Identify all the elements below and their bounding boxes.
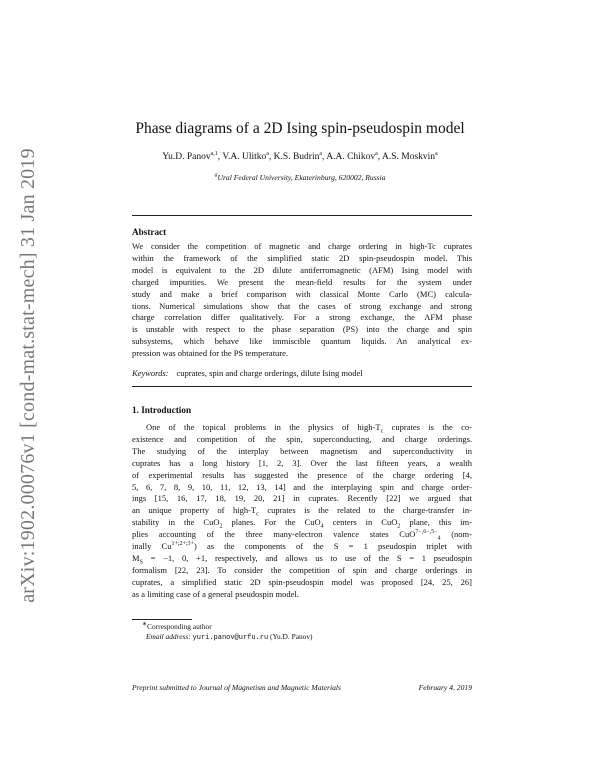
intro-line: cuprates, a simplified static 2D spin-pseudospin model was proposed [24, 25, 26] — [132, 576, 472, 587]
intro-line: formalism [22, 23]. To consider the competition of spin and charge orderings in — [132, 564, 472, 575]
abstract-top-rule — [132, 215, 472, 216]
abstract-line: study and make a brief comparison with classical Monte Carlo (MC) calcula- — [132, 288, 472, 299]
intro-line: stability in the CuO$_2$ planes. For the CuO$_4$ centers in CuO$_2$ plane, this im- — [132, 517, 472, 530]
author-affil-mark: a — [266, 150, 269, 157]
footnote-corresponding: ∗Corresponding author — [142, 621, 212, 631]
preprint-note: Preprint submitted to Journal of Magnetism and Magnetic Materials — [132, 683, 341, 692]
intro-line: The studying of the interplay between magnetism and superconductivity in — [132, 445, 472, 456]
intro-body — [132, 422, 472, 601]
author: Yu.D. Panov — [162, 152, 211, 162]
author: K.S. Budrin — [273, 152, 320, 162]
footnote — [132, 622, 472, 643]
keywords-label: Keywords: — [132, 368, 169, 378]
abstract-line: charge correlation differ qualitatively. For a strong exchange, the AFM phase — [132, 312, 472, 323]
intro-line: $M_S = -1$, 0, +1, respectively, and allows us to use of the S = 1 pseudospin — [132, 552, 472, 566]
intro-line: as a limiting case of a general pseudospin model. — [132, 588, 299, 599]
author-affil-mark: a — [319, 150, 323, 157]
abstract-line: within the framework of the simplified static 2D spin-pseudospin model. This — [132, 252, 472, 263]
arxiv-id: arXiv:1902.00076v1 [cond-mat.stat-mech] 31 Jan 2019 — [16, 147, 39, 603]
intro-line: existence and competition of the spin, superconducting, and charge orderings. — [132, 433, 472, 444]
abstract-body — [132, 241, 472, 360]
affiliation — [90, 173, 510, 182]
intro-line: cuprates has a long history [1, 2, 3]. Over the last fifteen years, a wealth — [132, 457, 472, 468]
intro-line: inally $Cu^{1+;2+;3+}$) as the components of the S = 1 pseudospin triplet with — [132, 541, 472, 552]
keywords-text: cuprates, spin and charge orderings, dilute Ising model — [176, 368, 363, 378]
page-footer — [132, 683, 472, 692]
abstract-heading: Abstract — [132, 227, 167, 237]
section-number: 1. — [132, 405, 139, 415]
intro-line: of experimental results has suggested the presence of the charge ordering [4, — [132, 469, 472, 480]
section-title: Introduction — [141, 405, 192, 415]
paper-title: Phase diagrams of a 2D Ising spin-pseudospin model — [135, 120, 465, 137]
affiliation-text: Ural Federal University, Ekaterinburg, 620002, Russia — [217, 173, 386, 182]
author-affil-mark: a — [435, 150, 438, 157]
abstract-line: model is equivalent to the 2D dilute antiferromagnetic (AFM) Ising model with — [132, 264, 472, 275]
intro-line: One of the topical problems in the physics of high-$T_c$ cuprates is the co- — [146, 422, 472, 435]
intro-line: plies accounting of the three many-electron valence states CuO$^{7-,6-,5-}_4$ (nom- — [132, 529, 473, 542]
abstract-line: pression was obtained for the PS temperature. — [132, 348, 289, 359]
email-owner: (Yu.D. Panov) — [270, 632, 313, 641]
author: V.A. Ulitko — [222, 152, 267, 162]
intro-line: 5, 6, 7, 8, 9, 10, 11, 12, 13, 14] and the interplaying spin and charge order- — [132, 481, 472, 492]
author-list: Yu.D. Panov$^{a,1}$, V.A. Ulitko$^a$, K.S. Budrin$^a$, A.A. Chikov$^a$, A.S. Moskvin$^a$ — [162, 150, 438, 162]
abstract-line: subsystems, which behave like immiscible quantum liquids. An analytical ex- — [132, 336, 472, 347]
abstract-line: We consider the competition of magnetic and charge ordering in high-Tc cuprates — [132, 241, 472, 251]
author: A.S. Moskvin — [381, 152, 436, 162]
email-label: Email address: — [146, 632, 191, 641]
abstract-bottom-rule — [132, 386, 472, 387]
keywords — [132, 368, 472, 378]
arxiv-sidebar-stamp — [10, 140, 46, 610]
intro-line: an unique property of high-$T_c$ cuprates is the related to the charge-transfer in- — [132, 505, 473, 519]
author-affil-mark: a — [375, 150, 378, 157]
preprint-date: February 4, 2019 — [418, 683, 472, 692]
abstract-line: charged impurities. We present the mean-field results for the system under — [132, 276, 472, 287]
footnote-rule — [132, 619, 192, 620]
author: A.A. Chikov — [326, 152, 376, 162]
email-address[interactable]: yuri.panov@urfu.ru — [192, 634, 269, 642]
abstract-line: tions. Numerical simulations show that the cases of strong exchange and strong — [132, 300, 472, 311]
author-affil-mark: a,1 — [210, 150, 218, 157]
affiliation-mark: a — [214, 172, 218, 179]
footnote-email — [132, 632, 472, 643]
section-heading — [132, 405, 191, 415]
intro-line: ings [15, 16, 17, 18, 19, 20, 21] in cuprates. Recently [22] we argued that — [132, 493, 472, 504]
abstract-line: is unstable with respect to the phase separation (PS) into the charge and spin — [132, 324, 472, 335]
